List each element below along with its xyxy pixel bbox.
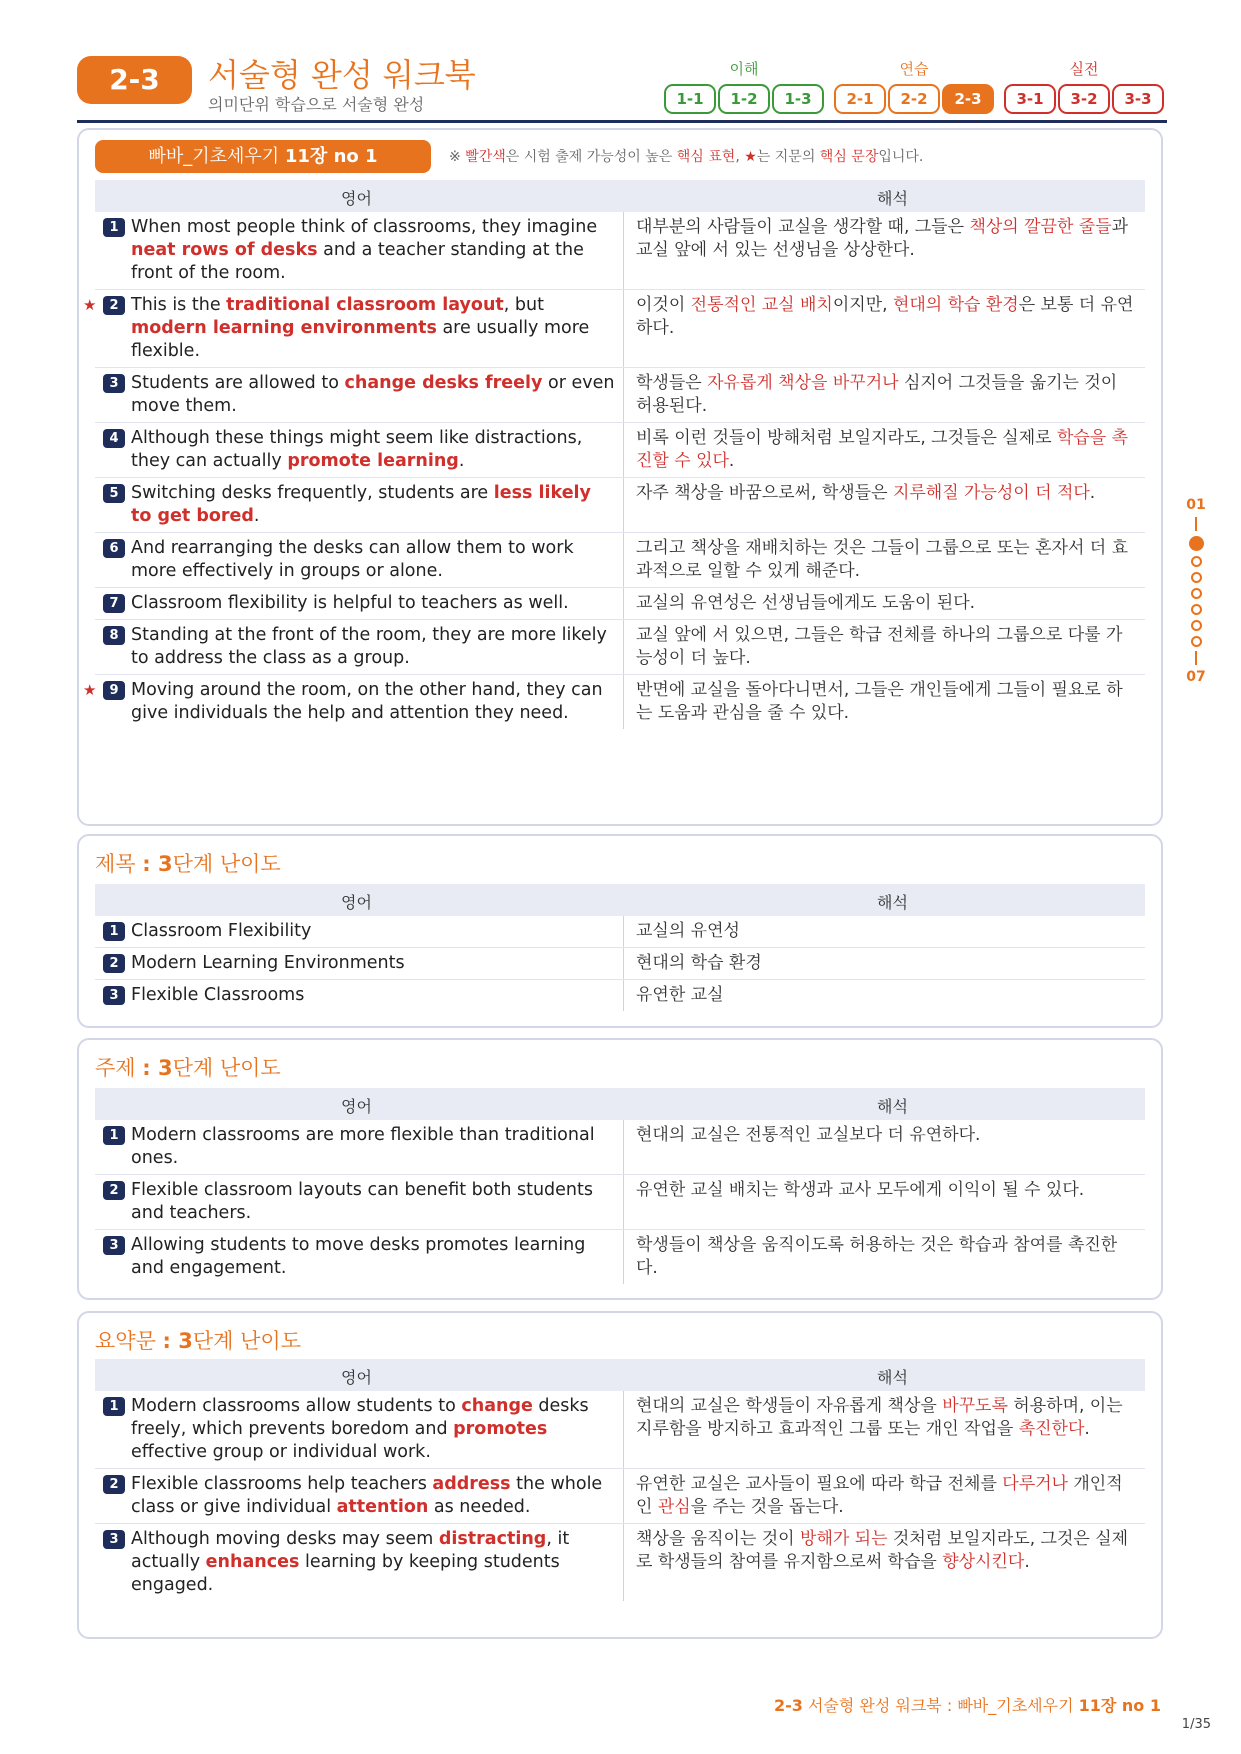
text-segment: Allowing students to move desks promotes learning and engagement.	[131, 1235, 586, 1278]
progress-dot[interactable]	[1191, 636, 1202, 647]
passage-rows	[83, 212, 1145, 729]
text-segment: 이것이	[636, 295, 691, 315]
table-row	[95, 478, 1145, 533]
theme-rows	[95, 1120, 1145, 1284]
key-expression: change desks freely	[344, 373, 543, 393]
text-segment: Modern classrooms allow students to	[131, 1396, 462, 1416]
sentence-number: 7	[103, 594, 125, 613]
key-expression: 바꾸도록	[942, 1396, 1008, 1416]
step-navigation	[0, 58, 1241, 118]
english-cell	[95, 368, 624, 422]
key-expression: promotes	[453, 1419, 548, 1439]
text-segment: Standing at the front of the room, they are more likely to address the class as a group.	[131, 625, 607, 668]
sentence-number: 1	[103, 218, 125, 237]
translation-cell	[624, 533, 1145, 587]
step-1-2[interactable]: 1-2	[718, 84, 770, 114]
sentence-number: 2	[103, 1181, 125, 1200]
text-segment: 비록 이런 것들이 방해처럼 보일지라도, 그것들은 실제로	[636, 428, 1057, 448]
table-row	[95, 423, 1145, 478]
table-row	[95, 588, 1145, 620]
table-row	[83, 290, 1145, 368]
text-segment: , it actually	[131, 1529, 570, 1572]
source-tag-text: 빠바_기초세우기	[148, 146, 285, 167]
english-cell	[95, 588, 624, 619]
table-header	[95, 1359, 1145, 1391]
sentence-number: 2	[103, 296, 125, 315]
sentence-number: 1	[103, 1126, 125, 1145]
key-expression: promote learning	[287, 451, 459, 471]
theme-section	[77, 1038, 1163, 1300]
key-expression: enhances	[205, 1552, 300, 1572]
translation-cell	[624, 212, 1145, 289]
column-header-translation: 해석	[877, 893, 908, 912]
translation-cell	[624, 948, 1145, 979]
text-segment: , but	[503, 295, 544, 315]
table-row	[95, 1469, 1145, 1524]
text-segment: 유연한 교실 배치는 학생과 교사 모두에게 이익이 될 수 있다.	[636, 1180, 1085, 1200]
key-expression: 지루해질 가능성이 더 적다	[892, 483, 1090, 503]
english-cell	[95, 620, 624, 674]
text-segment: 자주 책상을 바꿈으로써, 학생들은	[636, 483, 893, 503]
sentence-number: 3	[103, 1236, 125, 1255]
side-nav-bar	[1195, 651, 1197, 665]
column-header-translation: 해석	[877, 189, 908, 208]
english-cell	[95, 1175, 624, 1229]
page-title: 서술형 완성 워크북	[208, 56, 476, 94]
title-rows	[95, 916, 1145, 1011]
text-segment: 반면에 교실을 돌아다니면서, 그들은 개인들에게 그들이 필요로 하는 도움과 관심을 줄 수 있다.	[636, 680, 1123, 723]
section-heading: 요약문 : 3단계 난이도	[95, 1329, 301, 1353]
sentence-number: 1	[103, 922, 125, 941]
key-expression: 전통적인 교실 배치	[690, 295, 833, 315]
text-segment: effective group or individual work.	[131, 1442, 431, 1462]
english-cell	[95, 980, 624, 1011]
key-expression: 촉진한다	[1018, 1419, 1085, 1439]
key-expression: 학습을 촉진할 수 있다	[636, 428, 1129, 471]
text-segment: .	[1024, 1552, 1030, 1572]
sentence-number: 1	[103, 1397, 125, 1416]
text-segment: Modern classrooms are more flexible than traditional ones.	[131, 1125, 595, 1168]
star-icon: ★	[744, 149, 757, 165]
text-segment: 것처럼 보일지라도, 그것은 실제로 학생들의 참여를 유지함으로써 학습을	[636, 1529, 1129, 1572]
text-segment: desks freely, which prevents boredom and	[131, 1396, 589, 1439]
text-segment: When most people think of classrooms, they imagine	[131, 217, 598, 237]
english-cell	[83, 675, 624, 729]
step-group-label: 실전	[1069, 60, 1099, 78]
sentence-number: 2	[103, 1475, 125, 1494]
progress-dot[interactable]	[1191, 620, 1202, 631]
text-segment: 심지어 그것들을 옮기는 것이 허용된다.	[636, 373, 1118, 416]
column-header-translation: 해석	[877, 1368, 908, 1387]
translation-cell	[624, 1391, 1145, 1468]
translation-cell	[624, 620, 1145, 674]
sentence-number: 8	[103, 626, 125, 645]
step-1-3[interactable]: 1-3	[772, 84, 824, 114]
translation-cell	[624, 980, 1145, 1011]
text-segment: Switching desks frequently, students are	[131, 483, 494, 503]
step-2-1[interactable]: 2-1	[834, 84, 886, 114]
key-expression: distracting	[438, 1529, 547, 1549]
column-header-english: 영어	[341, 893, 372, 912]
key-expression: 책상의 깔끔한 줄들	[969, 217, 1112, 237]
text-segment: Flexible classrooms help teachers	[131, 1474, 433, 1494]
key-expression: 자유롭게 책상을 바꾸거나	[707, 373, 899, 393]
progress-dot[interactable]	[1189, 536, 1204, 551]
text-segment: 을 주는 것을 돕는다.	[690, 1497, 844, 1517]
text-segment: learning by keeping students engaged.	[131, 1552, 560, 1595]
progress-dot[interactable]	[1191, 588, 1202, 599]
english-cell	[95, 1120, 624, 1174]
step-2-2[interactable]: 2-2	[888, 84, 940, 114]
step-group-label: 이해	[729, 60, 759, 78]
text-segment: Although moving desks may seem	[131, 1529, 439, 1549]
sentence-number: 3	[103, 1530, 125, 1549]
column-header-english: 영어	[341, 189, 372, 208]
text-segment: and a teacher standing at the front of the room.	[131, 240, 584, 283]
sentence-number: 6	[103, 539, 125, 558]
translation-cell	[624, 290, 1145, 367]
table-row	[95, 212, 1145, 290]
english-cell	[95, 1230, 624, 1284]
table-row	[95, 916, 1145, 948]
sentence-number: 3	[103, 374, 125, 393]
progress-dot[interactable]	[1191, 556, 1202, 567]
translation-cell	[624, 588, 1145, 619]
translation-cell	[624, 1469, 1145, 1523]
progress-dot[interactable]	[1191, 572, 1202, 583]
side-nav-bar	[1195, 517, 1197, 531]
footer-text: 서술형 완성 워크북 : 빠바_기초세우기	[802, 1696, 1079, 1715]
translation-cell	[624, 1120, 1145, 1174]
translation-cell	[624, 675, 1145, 729]
key-expression: 다루거나	[1002, 1474, 1068, 1494]
english-cell	[95, 212, 624, 289]
translation-cell	[624, 423, 1145, 477]
section-heading: 제목 : 3단계 난이도	[95, 852, 281, 876]
english-cell	[95, 948, 624, 979]
title-section	[77, 834, 1163, 1028]
step-3-2[interactable]: 3-2	[1058, 84, 1110, 114]
text-segment: 과 교실 앞에 서 있는 선생님을 상상한다.	[636, 217, 1129, 260]
text-segment: are usually more flexible.	[131, 318, 590, 361]
text-segment: .	[1084, 1419, 1090, 1439]
key-expression: change	[461, 1396, 533, 1416]
english-cell	[95, 1469, 624, 1523]
text-segment: 학생들은	[636, 373, 708, 393]
source-tag-chapter: 11장 no 1	[284, 146, 378, 167]
key-expression: attention	[336, 1497, 429, 1517]
text-segment: .	[728, 451, 735, 471]
legend-note: ※ 빨간색은 시험 출제 가능성이 높은 핵심 표현, ★는 지문의 핵심 문장입니다.	[449, 149, 924, 165]
step-group-label: 연습	[899, 60, 929, 78]
text-segment: 현대의 학습 환경	[636, 953, 762, 973]
text-segment: And rearranging the desks can allow them to work more effectively in groups or alone.	[131, 538, 574, 581]
summary-section	[77, 1311, 1163, 1639]
sentence-number: 2	[103, 954, 125, 973]
footer-code: 2-3	[773, 1696, 803, 1715]
side-progress-nav	[1185, 497, 1207, 685]
translation-cell	[624, 478, 1145, 532]
text-segment: the whole class or give individual	[131, 1474, 603, 1517]
section-heading: 주제 : 3단계 난이도	[95, 1056, 281, 1080]
translation-cell	[624, 1230, 1145, 1284]
text-segment: Classroom flexibility is helpful to teachers as well.	[131, 593, 569, 613]
text-segment: 이지만,	[832, 295, 893, 315]
key-expression: traditional classroom layout	[226, 295, 504, 315]
sentence-number: 3	[103, 986, 125, 1005]
text-segment: Modern Learning Environments	[131, 953, 405, 973]
footer-chapter: 11장 no 1	[1078, 1696, 1161, 1715]
text-segment: This is the	[131, 295, 227, 315]
text-segment: as needed.	[428, 1497, 531, 1517]
table-header	[95, 1088, 1145, 1120]
english-cell	[95, 533, 624, 587]
text-segment: Students are allowed to	[131, 373, 345, 393]
text-segment: 개인적인	[636, 1474, 1123, 1517]
progress-dot[interactable]	[1191, 604, 1202, 615]
table-row	[95, 980, 1145, 1011]
translation-cell	[624, 916, 1145, 947]
english-cell	[95, 1391, 624, 1468]
table-header	[95, 180, 1145, 212]
key-expression: 현대의 학습 환경	[892, 295, 1019, 315]
star-icon: ★	[83, 296, 97, 314]
header-divider	[77, 120, 1167, 123]
table-row	[95, 1391, 1145, 1469]
table-row	[95, 1120, 1145, 1175]
text-segment: 은 보통 더 유연하다.	[636, 295, 1134, 338]
table-row	[83, 675, 1145, 729]
side-nav-end-label: 07	[1186, 669, 1206, 685]
star-icon: ★	[83, 681, 97, 699]
table-row	[95, 368, 1145, 423]
page-number: 1/35	[1181, 1717, 1211, 1732]
text-segment: 그리고 책상을 재배치하는 것은 그들이 그룹으로 또는 혼자서 더 효과적으로 일할 수 있게 해준다.	[636, 538, 1129, 581]
side-nav-dots	[1185, 536, 1207, 647]
key-expression: 향상시킨다	[942, 1552, 1025, 1572]
table-row	[95, 620, 1145, 675]
side-nav-start-label: 01	[1186, 497, 1206, 513]
step-1-1[interactable]: 1-1	[664, 84, 716, 114]
table-row	[95, 1230, 1145, 1284]
text-segment: .	[458, 451, 465, 471]
text-segment: 교실의 유연성은 선생님들에게도 도움이 된다.	[636, 593, 976, 613]
key-expression: 관심	[657, 1497, 691, 1517]
translation-cell	[624, 1524, 1145, 1601]
summary-rows	[95, 1391, 1145, 1601]
table-header	[95, 884, 1145, 916]
table-row	[95, 533, 1145, 588]
text-segment: 허용하며, 이는 지루함을 방지하고 효과적인 그룹 또는 개인 작업을	[636, 1396, 1123, 1439]
text-segment: 유연한 교실은 교사들이 필요에 따라 학급 전체를	[636, 1474, 1003, 1494]
column-header-translation: 해석	[877, 1097, 908, 1116]
step-3-1[interactable]: 3-1	[1004, 84, 1056, 114]
sentence-number: 5	[103, 484, 125, 503]
table-row	[95, 1175, 1145, 1230]
text-segment: Flexible Classrooms	[131, 985, 305, 1005]
text-segment: .	[253, 506, 260, 526]
page-footer	[774, 1693, 1161, 1716]
page-subtitle: 의미단위 학습으로 서술형 완성	[208, 95, 425, 114]
text-segment: Flexible classroom layouts can benefit both students and teachers.	[131, 1180, 593, 1223]
english-cell	[95, 916, 624, 947]
text-segment: .	[1089, 483, 1096, 503]
table-row	[95, 948, 1145, 980]
translation-cell	[624, 1175, 1145, 1229]
text-segment: 유연한 교실	[636, 985, 724, 1005]
unit-badge: 2-3	[77, 56, 192, 104]
text-segment: 현대의 교실은 학생들이 자유롭게 책상을	[636, 1396, 943, 1416]
english-cell	[95, 478, 624, 532]
source-tag	[95, 140, 431, 173]
key-expression: modern learning environments	[131, 318, 437, 338]
sentence-number: 4	[103, 429, 125, 448]
key-expression: neat rows of desks	[131, 240, 318, 260]
text-segment: 교실의 유연성	[636, 921, 740, 941]
passage-panel	[77, 128, 1163, 826]
step-3-3[interactable]: 3-3	[1112, 84, 1164, 114]
text-segment: 현대의 교실은 전통적인 교실보다 더 유연하다.	[636, 1125, 981, 1145]
translation-cell	[624, 368, 1145, 422]
text-segment: 학생들이 책상을 움직이도록 허용하는 것은 학습과 참여를 촉진한다.	[636, 1235, 1118, 1278]
column-header-english: 영어	[341, 1097, 372, 1116]
text-segment: 책상을 움직이는 것이	[636, 1529, 801, 1549]
column-header-english: 영어	[341, 1368, 372, 1387]
sentence-number: 9	[103, 681, 125, 700]
english-cell	[95, 423, 624, 477]
text-segment: Although these things might seem like distractions, they can actually	[131, 428, 583, 471]
text-segment: Classroom Flexibility	[131, 921, 312, 941]
text-segment: 대부분의 사람들이 교실을 생각할 때, 그들은	[636, 217, 970, 237]
step-2-3[interactable]: 2-3	[942, 84, 994, 114]
text-segment: Moving around the room, on the other hand, they can give individuals the help and attention they need.	[131, 680, 603, 723]
table-row	[95, 1524, 1145, 1601]
english-cell	[95, 1524, 624, 1601]
text-segment: 교실 앞에 서 있으면, 그들은 학급 전체를 하나의 그룹으로 다룰 가능성이 더 높다.	[636, 625, 1123, 668]
english-cell	[83, 290, 624, 367]
text-segment: or even move them.	[131, 373, 615, 416]
key-expression: 방해가 되는	[800, 1529, 888, 1549]
key-expression: less likely to get bored	[131, 483, 591, 526]
key-expression: address	[432, 1474, 511, 1494]
